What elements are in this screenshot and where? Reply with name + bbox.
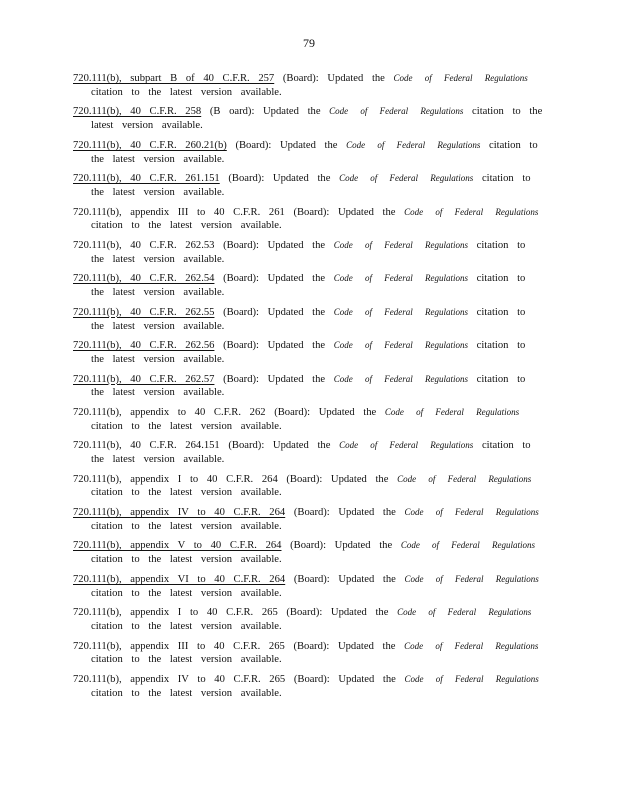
list-item [73,306,543,334]
entry-list [73,72,543,706]
entry-description-tail: citation to the latest version available. [91,420,282,432]
list-item [73,673,543,701]
entry-description-tail: citation to the latest version available. [91,554,282,566]
list-item [73,573,543,601]
entry-code-title: Code of Federal Regulations [404,674,539,685]
entry-code-title: Code of Federal Regulations [346,139,481,150]
entry-citation: 720.111(b), subpart B of 40 C.F.R. 257 [73,73,275,84]
entry-description-tail: citation to the latest version available. [91,173,531,198]
list-item [73,506,543,534]
entry-description-tail: citation to the latest version available. [91,306,526,332]
entry-code-title: Code of Federal Regulations [397,607,532,618]
entry-description: (Board): Updated the [214,239,334,251]
entry-description-tail: citation to the latest version available. [91,220,282,232]
entry-description: (Board): Updated the [277,473,398,485]
entry-code-title: Code of Federal Regulations [339,440,474,451]
entry-citation: 720.111(b), 40 C.F.R. 260.21(b) [73,139,227,151]
entry-description: (Board): Updated the [265,406,385,418]
list-item [73,606,543,634]
entry-description: (Board): Updated the [277,607,398,619]
entry-citation: 720.111(b), appendix IV to 40 C.F.R. 265 [73,674,286,686]
entry-citation: 720.111(b), appendix IV to 40 C.F.R. 264 [73,507,286,519]
entry-code-title: Code of Federal Regulations [333,306,468,317]
entry-citation: 720.111(b), 40 C.F.R. 261.151 [73,173,220,185]
entry-description: (Board): Updated the [214,306,334,318]
entry-code-title: Code of Federal Regulations [397,473,532,484]
list-item [73,373,543,401]
entry-citation: 720.111(b), appendix I to 40 C.F.R. 264 [73,473,278,485]
entry-description: (B oard): Updated the [201,106,330,118]
entry-code-title: Code of Federal Regulations [404,507,539,518]
entry-description-tail: citation to the latest version available. [91,106,543,132]
entry-code-title: Code of Federal Regulations [333,239,468,250]
list-item [73,640,543,668]
entry-description: (Board): Updated the [284,640,405,652]
entry-description: (Board): Updated the [285,674,405,686]
entry-code-title: Code of Federal Regulations [404,640,539,651]
entry-code-title: Code of Federal Regulations [339,173,474,184]
entry-description-tail: citation to the latest version available. [91,340,526,365]
entry-code-title: Code of Federal Regulations [404,206,539,217]
entry-description-tail: citation to the latest version available. [91,621,282,633]
entry-description: (Board): Updated the [284,206,405,218]
entry-description: (Board): Updated the [285,573,405,585]
entry-code-title: Code of Federal Regulations [333,273,468,284]
entry-description: (Board): Updated the [274,73,394,84]
list-item [73,439,543,467]
list-item [73,272,543,300]
entry-citation: 720.111(b), 40 C.F.R. 262.55 [73,306,215,318]
entry-code-title: Code of Federal Regulations [333,373,468,384]
entry-citation: 720.111(b), appendix III to 40 C.F.R. 261 [73,206,285,218]
entry-citation: 720.111(b), appendix III to 40 C.F.R. 265 [73,640,285,652]
entry-description-tail: citation to the latest version available. [91,487,282,499]
entry-description-tail: citation to the latest version available. [91,139,538,165]
entry-code-title: Code of Federal Regulations [400,540,536,551]
entry-citation: 720.111(b), 40 C.F.R. 262.53 [73,239,215,251]
list-item [73,473,543,501]
entry-description: (Board): Updated the [214,373,334,385]
list-item [73,172,543,200]
list-item [73,105,543,133]
entry-citation: 720.111(b), 40 C.F.R. 262.57 [73,373,215,385]
entry-citation: 720.111(b), 40 C.F.R. 262.56 [73,340,215,352]
entry-description-tail: citation to the latest version available. [91,239,526,265]
entry-description-tail: citation to the latest version available. [91,440,531,466]
entry-citation: 720.111(b), 40 C.F.R. 264.151 [73,440,220,452]
entry-description: (Board): Updated the [285,507,405,519]
entry-code-title: Code of Federal Regulations [404,573,539,584]
list-item [73,206,543,234]
list-item [73,339,543,367]
entry-citation: 720.111(b), appendix V to 40 C.F.R. 264 [73,540,282,552]
list-item [73,139,543,167]
entry-description: (Board): Updated the [281,540,401,552]
entry-citation: 720.111(b), appendix I to 40 C.F.R. 265 [73,607,278,619]
entry-description-tail: citation to the latest version available. [91,687,282,699]
entry-description-tail: citation to the latest version available. [91,654,282,666]
entry-description-tail: citation to the latest version available. [91,373,526,399]
entry-description: (Board): Updated the [219,440,340,452]
list-item [73,72,543,100]
entry-citation: 720.111(b), appendix to 40 C.F.R. 262 [73,406,266,418]
entry-description-tail: citation to the latest version available. [91,86,282,98]
entry-description: (Board): Updated the [226,139,347,151]
entry-code-title: Code of Federal Regulations [384,406,520,417]
entry-citation: 720.111(b), 40 C.F.R. 258 [73,106,202,118]
list-item [73,406,543,434]
entry-description: (Board): Updated the [214,340,334,352]
entry-description-tail: citation to the latest version available. [91,587,282,599]
entry-description-tail: citation to the latest version available. [91,273,526,299]
list-item [73,539,543,567]
entry-code-title: Code of Federal Regulations [329,106,464,117]
entry-description: (Board): Updated the [214,273,334,285]
entry-code-title: Code of Federal Regulations [333,340,468,351]
page-number: 79 [303,36,315,50]
entry-citation: 720.111(b), 40 C.F.R. 262.54 [73,273,215,285]
entry-description-tail: citation to the latest version available. [91,520,282,532]
entry-code-title: Code of Federal Regulations [393,73,528,83]
entry-description: (Board): Updated the [219,173,340,185]
entry-citation: 720.111(b), appendix VI to 40 C.F.R. 264 [73,573,286,585]
list-item [73,239,543,267]
